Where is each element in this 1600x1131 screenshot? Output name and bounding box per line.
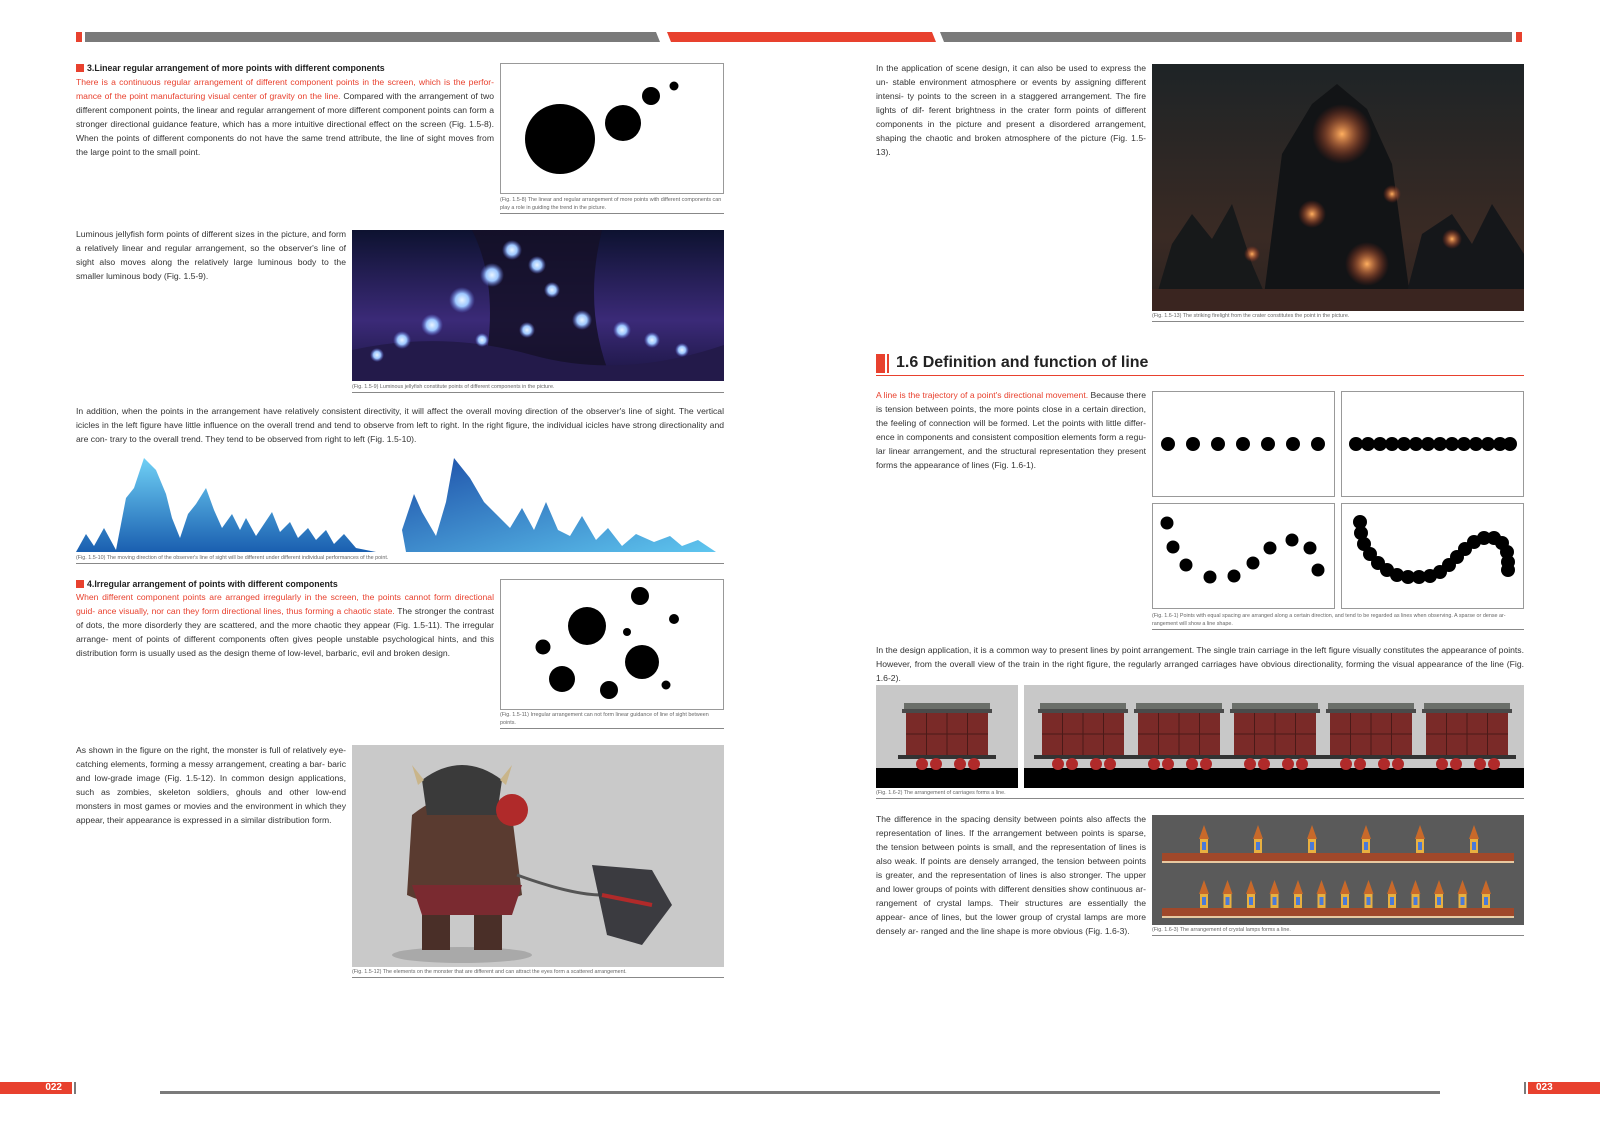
crystal-lamp-icon [1387, 880, 1397, 908]
small-dot [642, 87, 660, 105]
crystal-lamp-icon [1415, 825, 1425, 853]
crystal-lamp-icon [1246, 880, 1256, 908]
section-1-6-title-bar [876, 353, 1524, 376]
crystal-lamp-icon [1293, 880, 1303, 908]
fig-1-6-1-caption: (Fig. 1.6-1) Points with equal spacing are arranged along a certain direction, and tend to be regarded as lines when observing. A sparse or dense ar- rangement will show a line shape. [1152, 612, 1524, 630]
section-3-heading [76, 62, 496, 74]
fig-1-5-8-dot-diagram [500, 63, 724, 194]
fig-1-6-1-sparse-curve-panel [1152, 503, 1335, 609]
section-4-red-text: When different component points are arranged irregularly in the screen, the points cannot form directional guid- ance visually, nor can they form directional lines, thus forming a chaotic state. [76, 592, 494, 616]
train-carriage-icon [1226, 703, 1324, 770]
footer-divider-left [74, 1082, 76, 1094]
section-3-heading-text: 3.Linear regular arrangement of more points with different components [87, 63, 385, 73]
section-1-6-paragraph [876, 388, 1146, 472]
fig-1-6-2-train-line [1024, 685, 1524, 788]
train-carriage-icon [1130, 703, 1228, 770]
fig-1-6-2-single-carriage [876, 685, 1018, 788]
train-paragraph: In the design application, it is a common way to present lines by point arrangement. The single train carriage in the left figure visually constitutes the appearance of points. However, from the overall view of the train in the right figure, the regularly arranged carriages have obvious directionality, forming the visual appearance of the line (Fig. 1.6-2). [876, 645, 1524, 683]
train-carriage-icon [1322, 703, 1420, 770]
train-carriage-icon [1034, 703, 1132, 770]
crystal-lamp-icon [1481, 880, 1491, 908]
crystal-lamp-icon [1469, 825, 1479, 853]
section-3-paragraph [76, 75, 494, 159]
fig-1-5-13-caption: (Fig. 1.5-13) The striking firelight from the crater constitutes the point in the picture. [1152, 312, 1524, 322]
fig-1-5-13-volcano-illustration [1152, 64, 1524, 311]
crystal-lamp-icon [1270, 880, 1280, 908]
crystal-lamp-icon [1361, 825, 1371, 853]
page-number-right: 023 [1536, 1082, 1553, 1093]
fig-1-6-3-caption: (Fig. 1.6-3) The arrangement of crystal lamps forms a line. [1152, 926, 1524, 936]
icicles-paragraph: In addition, when the points in the arrangement have relatively consistent directivity, it will affect the overall moving direction of the observer's line of sight. The vertical icicles in the left figure have little influence on the overall trend and tend to observe from left to right. In the right figure, the individual icicles have strong directionality and are con- trary to the overall trend. They tend to be observed from right to left (Fig. 1.5-10). [76, 406, 724, 444]
large-dot [525, 104, 595, 174]
section-3-red-text: There is a continuous regular arrangement of different component points in the screen, which is the perfor- mance of the point manufacturing visual center of gravity on the line. [76, 77, 494, 101]
crystal-lamp-icon [1223, 880, 1233, 908]
fig-1-6-1-dense-dots-panel [1341, 391, 1524, 497]
fig-1-5-11-dot-diagram [500, 579, 724, 710]
tiny-dot [670, 82, 679, 91]
crystal-lamp-icon [1458, 880, 1468, 908]
crystal-lamp-icon [1199, 880, 1209, 908]
title-marker-stripe [887, 354, 889, 373]
crystal-lamp-icon [1253, 825, 1263, 853]
scene-paragraph: In the application of scene design, it can also be used to express the un- stable environment atmosphere or events by assigning different intensi- ty points to the screen in a staggered arrangement. The fire lights of dif- ferent brightness in the crater form points of different components in the picture and present a disordered arrangement, shaping the chaotic and broken atmosphere of the picture (Fig. 1.5-13). [876, 63, 1146, 157]
fig-1-5-12-caption: (Fig. 1.5-12) The elements on the monster that are different and can attract the eyes form a scattered arrangement. [352, 968, 724, 978]
medium-dot [605, 105, 641, 141]
jellyfish-paragraph: Luminous jellyfish form points of different sizes in the picture, and form a relatively linear and regular arrangement, so the observer's line of sight also moves along the relatively large luminous body to the smaller luminous body (Fig. 1.5-9). [76, 229, 346, 281]
footer-divider-right [1524, 1082, 1526, 1094]
fig-1-6-3-crystal-lamp-illustration [1152, 815, 1524, 925]
crystal-lamp-icon [1199, 825, 1209, 853]
fig-1-6-2-caption: (Fig. 1.6-2) The arrangement of carriages forms a line. [876, 789, 1524, 799]
train-carriage-icon [1418, 703, 1516, 770]
fig-1-5-10-icicles-illustration [76, 458, 724, 554]
lamps-paragraph: The difference in the spacing density between points also affects the representation of lines. If the arrangement between points is sparse, the tension between points is small, and the representation of lines is also weak. If points are densely arranged, the tension between points is greater, and the representation of lines is also stronger. The upper and lower groups of points with different densities show continuous ar- rangement of crystal lamps. Their structures are essentially the appear- ance of lines, but the lower group of crystal lamps are more densely ar- ranged and the line shape is more obvious (Fig. 1.6-3). [876, 814, 1146, 936]
crystal-lamp-icon [1340, 880, 1350, 908]
crystal-lamp-icon [1434, 880, 1444, 908]
fig-1-5-9-jellyfish-illustration [352, 230, 724, 381]
page-number-tab-left [0, 1082, 72, 1094]
fig-1-5-10-caption: (Fig. 1.5-10) The moving direction of the observer's line of sight will be different under different individual performances of the point. [76, 554, 724, 564]
train-carriage-icon [898, 703, 996, 770]
fig-1-6-1-dense-curve-panel [1341, 503, 1524, 609]
section-1-6-body-text: Because there is tension between points, the more points close in a certain direction, the feeling of connection will be formed. Let the points with little differ- ence in components and consistent composition elements form a regu- lar linear arrangement, and the structural representation they present forms the appearance of lines (Fig. 1.6-1). [876, 390, 1146, 470]
section-4-body-text: The stronger the contrast of dots, the more disorderly they are scattered, and the more chaotic they appear (Fig. 1.5-11). The irregular arrange- ment of points of different components often gives people unstable psychological hints, and this distribution form is usually used as the design theme of low-level, barbaric, evil and broken design. [76, 606, 495, 658]
monster-paragraph: As shown in the figure on the right, the monster is full of relatively eye-catching elements, forming a messy arrangement, creating a bar- baric and low-grade image (Fig. 1.5-12). In common design applications, such as zombies, skeleton soldiers, ghouls and other low-end monsters in most games or movies and the environment in which they appear, their appearance is expressed in a similar distribution form. [76, 745, 346, 825]
section-3-body-text: Compared with the arrangement of two different component points, the linear and regular arrangement of more different component points can form a stronger directional guidance feature, which has a more intuitive directional effect on the screen (Fig. 1.5-8). When the points of different components do not have the same trend attribute, the line of sight moves from the large point to the small point. [76, 91, 494, 157]
footer-rule [160, 1091, 1440, 1094]
section-4-heading-text: 4.Irregular arrangement of points with different components [87, 579, 338, 589]
fig-1-5-12-monster-illustration [352, 745, 724, 967]
top-decoration-bar [0, 0, 1600, 50]
fig-1-5-11-caption: (Fig. 1.5-11) Irregular arrangement can not form linear guidance of line of sight between points. [500, 711, 724, 729]
crystal-lamp-icon [1307, 825, 1317, 853]
crystal-lamp-icon [1411, 880, 1421, 908]
section-4-heading [76, 578, 496, 590]
section-4-paragraph [76, 590, 494, 660]
page-number-left: 022 [45, 1082, 62, 1093]
section-1-6-red-text: A line is the trajectory of a point's directional movement. [876, 390, 1089, 400]
fig-1-6-1-sparse-dots-panel [1152, 391, 1335, 497]
title-marker-icon [876, 354, 885, 373]
fig-1-5-8-caption: (Fig. 1.5-8) The linear and regular arrangement of more points with different components can play a role in guiding the trend in the picture. [500, 196, 724, 214]
crystal-lamp-icon [1317, 880, 1327, 908]
section-1-6-title: 1.6 Definition and function of line [896, 354, 1149, 371]
page-number-tab-right [1528, 1082, 1600, 1094]
heading-marker-icon [76, 580, 84, 588]
crystal-lamp-icon [1364, 880, 1374, 908]
fig-1-5-9-caption: (Fig. 1.5-9) Luminous jellyfish constitute points of different components in the picture. [352, 383, 724, 393]
heading-marker-icon [76, 64, 84, 72]
